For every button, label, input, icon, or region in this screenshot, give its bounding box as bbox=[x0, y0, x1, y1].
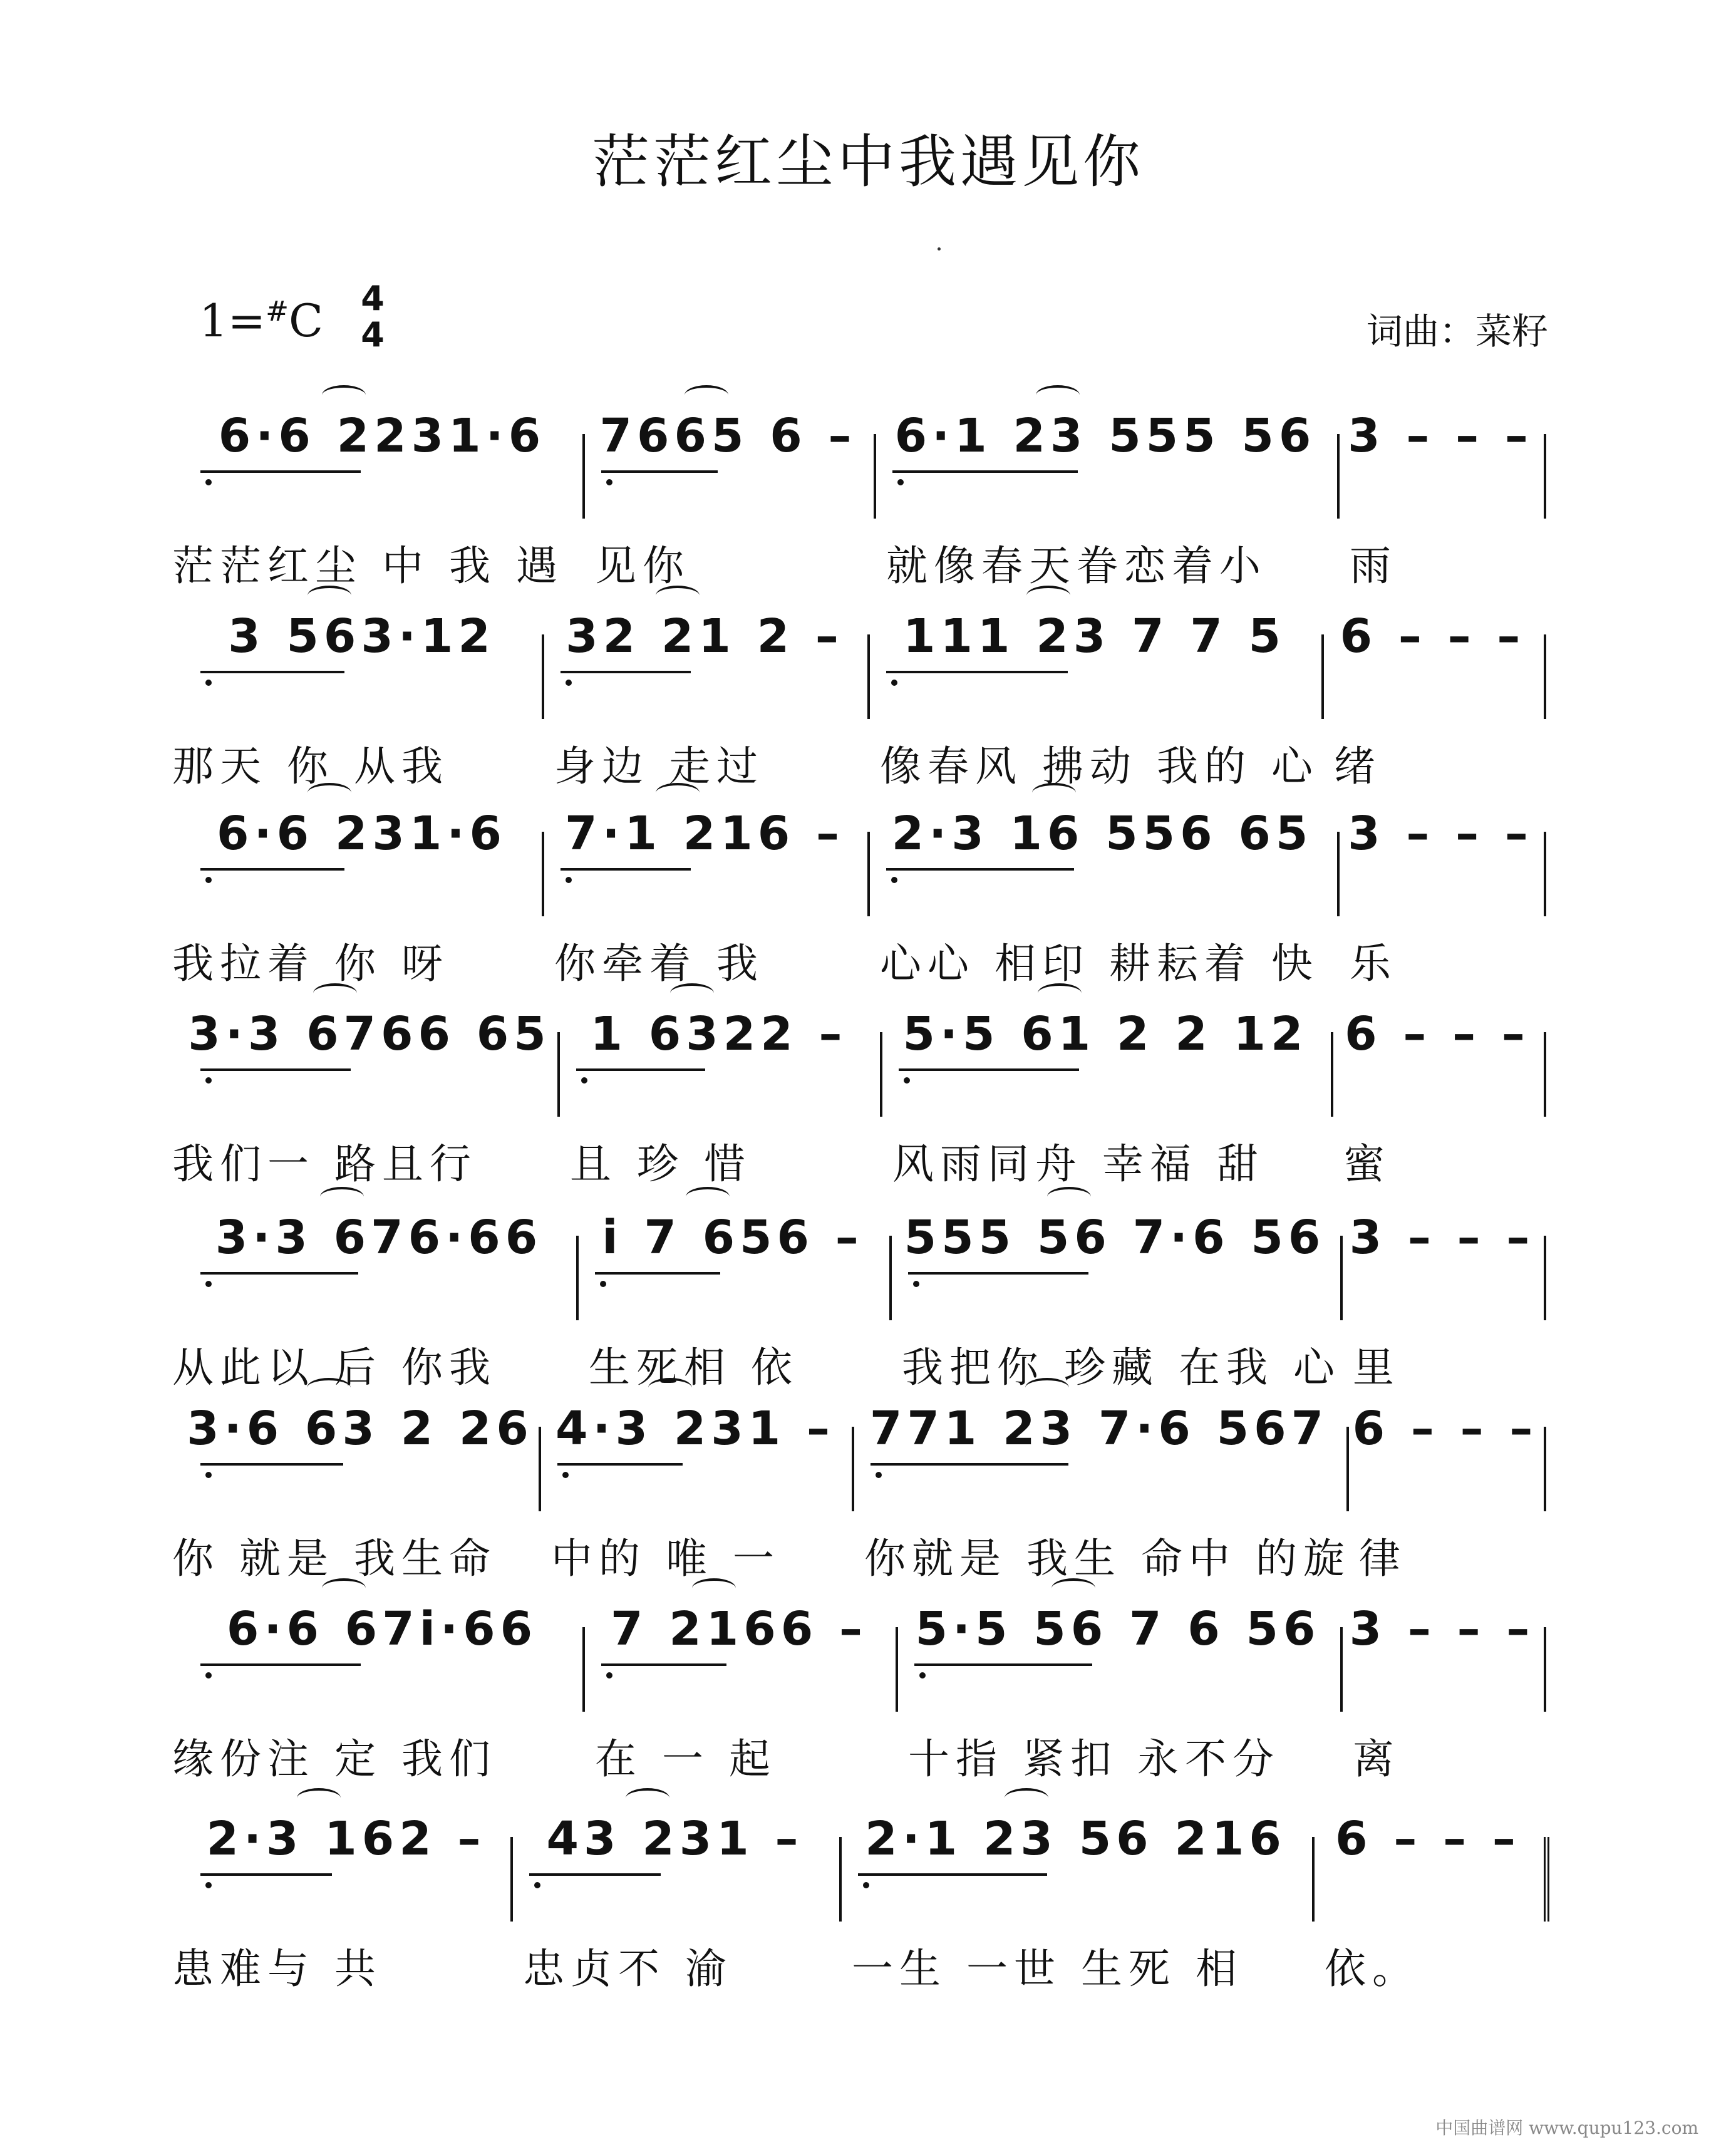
measure bbox=[1312, 1812, 1549, 1922]
measure bbox=[889, 1211, 1343, 1320]
measure-notes: 6·6 67i·66 bbox=[226, 1602, 538, 1656]
lyric-segment: 里 bbox=[1353, 1343, 1400, 1392]
lyric-segment: 律 bbox=[1359, 1534, 1407, 1583]
lyric-segment: 生死相 依 bbox=[589, 1343, 798, 1392]
measure-notes: 4·3 231 – bbox=[555, 1402, 835, 1456]
measure-notes: 6 – – – bbox=[1345, 1007, 1530, 1061]
octave-dot bbox=[534, 1882, 540, 1888]
key-note: C bbox=[289, 294, 324, 347]
lyric-segment: 我把你 珍藏 在我 心 bbox=[902, 1343, 1341, 1392]
beam-line bbox=[561, 671, 691, 673]
lyric-segment: 心心 相印 耕耘着 快 bbox=[880, 939, 1319, 988]
octave-dot bbox=[606, 479, 612, 485]
measure-notes: 3 – – – bbox=[1349, 1211, 1535, 1265]
beam-line bbox=[200, 1272, 358, 1275]
octave-dot bbox=[600, 1281, 606, 1287]
lyric-segment: 且 珍 惜 bbox=[570, 1140, 752, 1188]
measure-notes: 6 – – – bbox=[1335, 1812, 1521, 1866]
measure bbox=[182, 807, 544, 916]
beam-line bbox=[200, 671, 344, 673]
measure bbox=[1346, 1402, 1546, 1511]
lyric-segment: 像春风 拂动 我的 心 bbox=[880, 742, 1319, 790]
measure bbox=[539, 1402, 854, 1511]
lyric-segment: 你牵着 我 bbox=[554, 939, 764, 988]
slur-mark bbox=[1051, 1578, 1095, 1598]
lyric-segment: 你就是 我生 命中 的旋 bbox=[864, 1534, 1351, 1583]
measure bbox=[1337, 409, 1546, 519]
beam-line bbox=[871, 1463, 1068, 1466]
measure-notes: 32 21 2 – bbox=[566, 609, 844, 663]
measure-notes: 43 231 – bbox=[546, 1812, 803, 1866]
slur-mark bbox=[1025, 1378, 1069, 1398]
octave-dot bbox=[205, 1472, 212, 1478]
beam-line bbox=[899, 1068, 1079, 1071]
lyric-segment: 依。 bbox=[1325, 1945, 1420, 1993]
slur-mark bbox=[1032, 783, 1076, 803]
slur-mark bbox=[297, 1788, 341, 1808]
measure bbox=[874, 409, 1340, 519]
beam-line bbox=[595, 1272, 720, 1275]
measure bbox=[542, 807, 870, 916]
measure-notes: 5·5 61 2 2 12 bbox=[902, 1007, 1308, 1061]
beam-line bbox=[886, 868, 1074, 871]
slur-mark bbox=[656, 586, 700, 606]
measure-notes: 3 – – – bbox=[1348, 409, 1533, 463]
measure-notes: 7·1 216 – bbox=[564, 807, 845, 861]
octave-dot bbox=[897, 479, 904, 485]
lyric-segment: 离 bbox=[1353, 1735, 1400, 1783]
lyric-segment: 绪 bbox=[1334, 742, 1382, 790]
slur-mark bbox=[1047, 1187, 1091, 1207]
lyric-segment: 乐 bbox=[1350, 939, 1397, 988]
slur-mark bbox=[313, 983, 357, 1003]
octave-dot bbox=[876, 1472, 882, 1478]
key-signature bbox=[199, 294, 323, 347]
lyric-segment: 就像春天眷恋着小 bbox=[886, 542, 1267, 590]
measure-notes: i 7 656 – bbox=[602, 1211, 864, 1265]
octave-dot bbox=[606, 1672, 612, 1679]
beam-line bbox=[908, 1272, 1088, 1275]
measure bbox=[1337, 807, 1546, 916]
score-system bbox=[0, 1812, 1736, 2057]
octave-dot bbox=[581, 1077, 587, 1084]
slur-mark bbox=[1005, 1788, 1048, 1808]
measure bbox=[1321, 609, 1546, 719]
beam-line bbox=[561, 868, 691, 871]
slur-mark bbox=[1038, 983, 1082, 1003]
lyric-segment: 缘份注 定 我们 bbox=[172, 1735, 497, 1783]
sharp-sign: # bbox=[266, 296, 289, 328]
measure bbox=[867, 807, 1340, 916]
measure-notes: 2·3 16 556 65 bbox=[891, 807, 1313, 861]
beam-line bbox=[200, 1463, 343, 1466]
measure bbox=[182, 1602, 585, 1712]
octave-dot bbox=[891, 877, 897, 883]
beam-line bbox=[914, 1663, 1092, 1666]
measure-notes: 111 23 7 7 5 bbox=[903, 609, 1286, 663]
measure bbox=[852, 1402, 1349, 1511]
measure bbox=[1340, 1211, 1546, 1320]
measure bbox=[182, 1211, 579, 1320]
octave-dot bbox=[205, 877, 212, 883]
measure-notes: 2·1 23 56 216 bbox=[865, 1812, 1286, 1866]
measure-notes: 5·5 56 7 6 56 bbox=[915, 1602, 1321, 1656]
measure bbox=[557, 1007, 882, 1117]
octave-dot bbox=[205, 1281, 212, 1287]
lyric-segment: 见你 bbox=[595, 542, 690, 590]
beam-line bbox=[200, 868, 344, 871]
measure-notes: 7665 6 – bbox=[599, 409, 857, 463]
measure-notes: 771 23 7·6 567 bbox=[869, 1402, 1329, 1456]
slur-mark bbox=[656, 783, 700, 803]
measure-notes: 7 2166 – bbox=[611, 1602, 867, 1656]
measure-notes: 6·6 231·6 bbox=[217, 807, 507, 861]
measure-notes: 3 – – – bbox=[1349, 1602, 1535, 1656]
beam-line bbox=[200, 1068, 351, 1071]
slur-mark bbox=[322, 385, 366, 405]
beam-line bbox=[601, 1663, 726, 1666]
octave-dot bbox=[205, 680, 212, 686]
measure bbox=[582, 1602, 898, 1712]
measure-notes: 3·3 6766 65 bbox=[188, 1007, 551, 1061]
beam-line bbox=[200, 1873, 332, 1876]
lyric-segment: 中的 唯 一 bbox=[551, 1534, 780, 1583]
composer-credit: 词曲：菜籽 bbox=[1366, 310, 1548, 353]
measure-notes: 2·3 162 – bbox=[206, 1812, 486, 1866]
lyric-segment: 那天 你 从我 bbox=[172, 742, 449, 790]
measure-notes: 1 6322 – bbox=[590, 1007, 847, 1061]
octave-dot bbox=[566, 877, 572, 883]
lyric-segment: 在 一 起 bbox=[595, 1735, 777, 1783]
lyric-segment: 风雨同舟 幸福 甜 bbox=[892, 1140, 1264, 1188]
slur-mark bbox=[307, 783, 351, 803]
lyric-segment: 我们一 路且行 bbox=[172, 1140, 477, 1188]
measure bbox=[582, 409, 876, 519]
measure bbox=[182, 1402, 541, 1511]
time-signature bbox=[354, 281, 391, 353]
octave-dot bbox=[205, 1672, 212, 1679]
lyric-segment: 蜜 bbox=[1343, 1140, 1391, 1188]
lyric-segment: 从此以 后 你我 bbox=[172, 1343, 497, 1392]
measure-notes: 3 563·12 bbox=[228, 609, 495, 663]
measure bbox=[576, 1211, 892, 1320]
lyric-segment: 茫茫红尘 中 我 遇 bbox=[172, 542, 564, 590]
slur-mark bbox=[320, 1187, 364, 1207]
measure bbox=[839, 1812, 1315, 1922]
octave-dot bbox=[919, 1672, 926, 1679]
measure-notes: 3·3 676·66 bbox=[215, 1211, 543, 1265]
beam-line bbox=[529, 1873, 661, 1876]
measure-notes: 3·6 63 2 26 bbox=[187, 1402, 534, 1456]
lyric-segment: 十指 紧扣 永不分 bbox=[908, 1735, 1280, 1783]
time-signature-top: 4 bbox=[361, 279, 385, 318]
beam-line bbox=[200, 470, 361, 473]
lyric-segment: 忠贞不 渝 bbox=[523, 1945, 733, 1993]
measure-notes: 3 – – – bbox=[1348, 807, 1533, 861]
beam-line bbox=[200, 1663, 361, 1666]
slur-mark bbox=[686, 1187, 730, 1207]
measure bbox=[896, 1602, 1343, 1712]
lyric-segment: 我拉着 你 呀 bbox=[172, 939, 449, 988]
slur-mark bbox=[648, 1378, 692, 1398]
measure bbox=[880, 1007, 1333, 1117]
octave-dot bbox=[913, 1281, 919, 1287]
octave-dot bbox=[904, 1077, 910, 1084]
octave-dot bbox=[566, 680, 572, 686]
measure bbox=[182, 409, 585, 519]
lyric-segment: 身边 走过 bbox=[554, 742, 764, 790]
key-prefix: 1= bbox=[199, 294, 266, 347]
beam-line bbox=[601, 470, 718, 473]
beam-line bbox=[557, 1463, 683, 1466]
measure-notes: 6 – – – bbox=[1352, 1402, 1538, 1456]
octave-dot bbox=[562, 1472, 569, 1478]
measure bbox=[542, 609, 870, 719]
slur-mark bbox=[322, 1578, 366, 1598]
slur-mark bbox=[1026, 586, 1070, 606]
measure-notes: 6 – – – bbox=[1340, 609, 1526, 663]
measure bbox=[1340, 1602, 1546, 1712]
octave-dot bbox=[863, 1882, 869, 1888]
slur-mark bbox=[307, 1378, 351, 1398]
slur-mark bbox=[1036, 385, 1080, 405]
slur-mark bbox=[685, 385, 728, 405]
measure bbox=[182, 609, 544, 719]
time-signature-bottom: 4 bbox=[361, 315, 385, 354]
measure bbox=[867, 609, 1324, 719]
lyric-segment: 雨 bbox=[1350, 542, 1397, 590]
measure-notes: 555 56 7·6 56 bbox=[904, 1211, 1326, 1265]
octave-dot bbox=[205, 1882, 212, 1888]
site-watermark: 中国曲谱网 www.qupu123.com bbox=[1435, 2118, 1698, 2138]
beam-line bbox=[576, 1068, 705, 1071]
octave-dot bbox=[891, 680, 897, 686]
measure-notes: 6·1 23 555 56 bbox=[894, 409, 1316, 463]
slur-mark bbox=[670, 983, 714, 1003]
beam-line bbox=[858, 1873, 1047, 1876]
measure bbox=[1331, 1007, 1546, 1117]
octave-dot bbox=[205, 479, 212, 485]
lyric-segment: 患难与 共 bbox=[172, 1945, 382, 1993]
lyric-segment: 一生 一世 生死 相 bbox=[852, 1945, 1243, 1993]
measure bbox=[182, 1812, 513, 1922]
slur-mark bbox=[307, 586, 351, 606]
slur-mark bbox=[626, 1788, 669, 1808]
measure bbox=[182, 1007, 560, 1117]
measure bbox=[510, 1812, 842, 1922]
beam-line bbox=[892, 470, 1078, 473]
measure-notes: 6·6 2231·6 bbox=[218, 409, 546, 463]
beam-line bbox=[886, 671, 1068, 673]
lyric-segment: 你 就是 我生命 bbox=[172, 1534, 497, 1583]
octave-dot bbox=[205, 1077, 212, 1084]
song-title: 茫茫红尘中我遇见你 bbox=[591, 128, 1144, 195]
stray-dot bbox=[938, 247, 941, 251]
slur-mark bbox=[692, 1578, 736, 1598]
